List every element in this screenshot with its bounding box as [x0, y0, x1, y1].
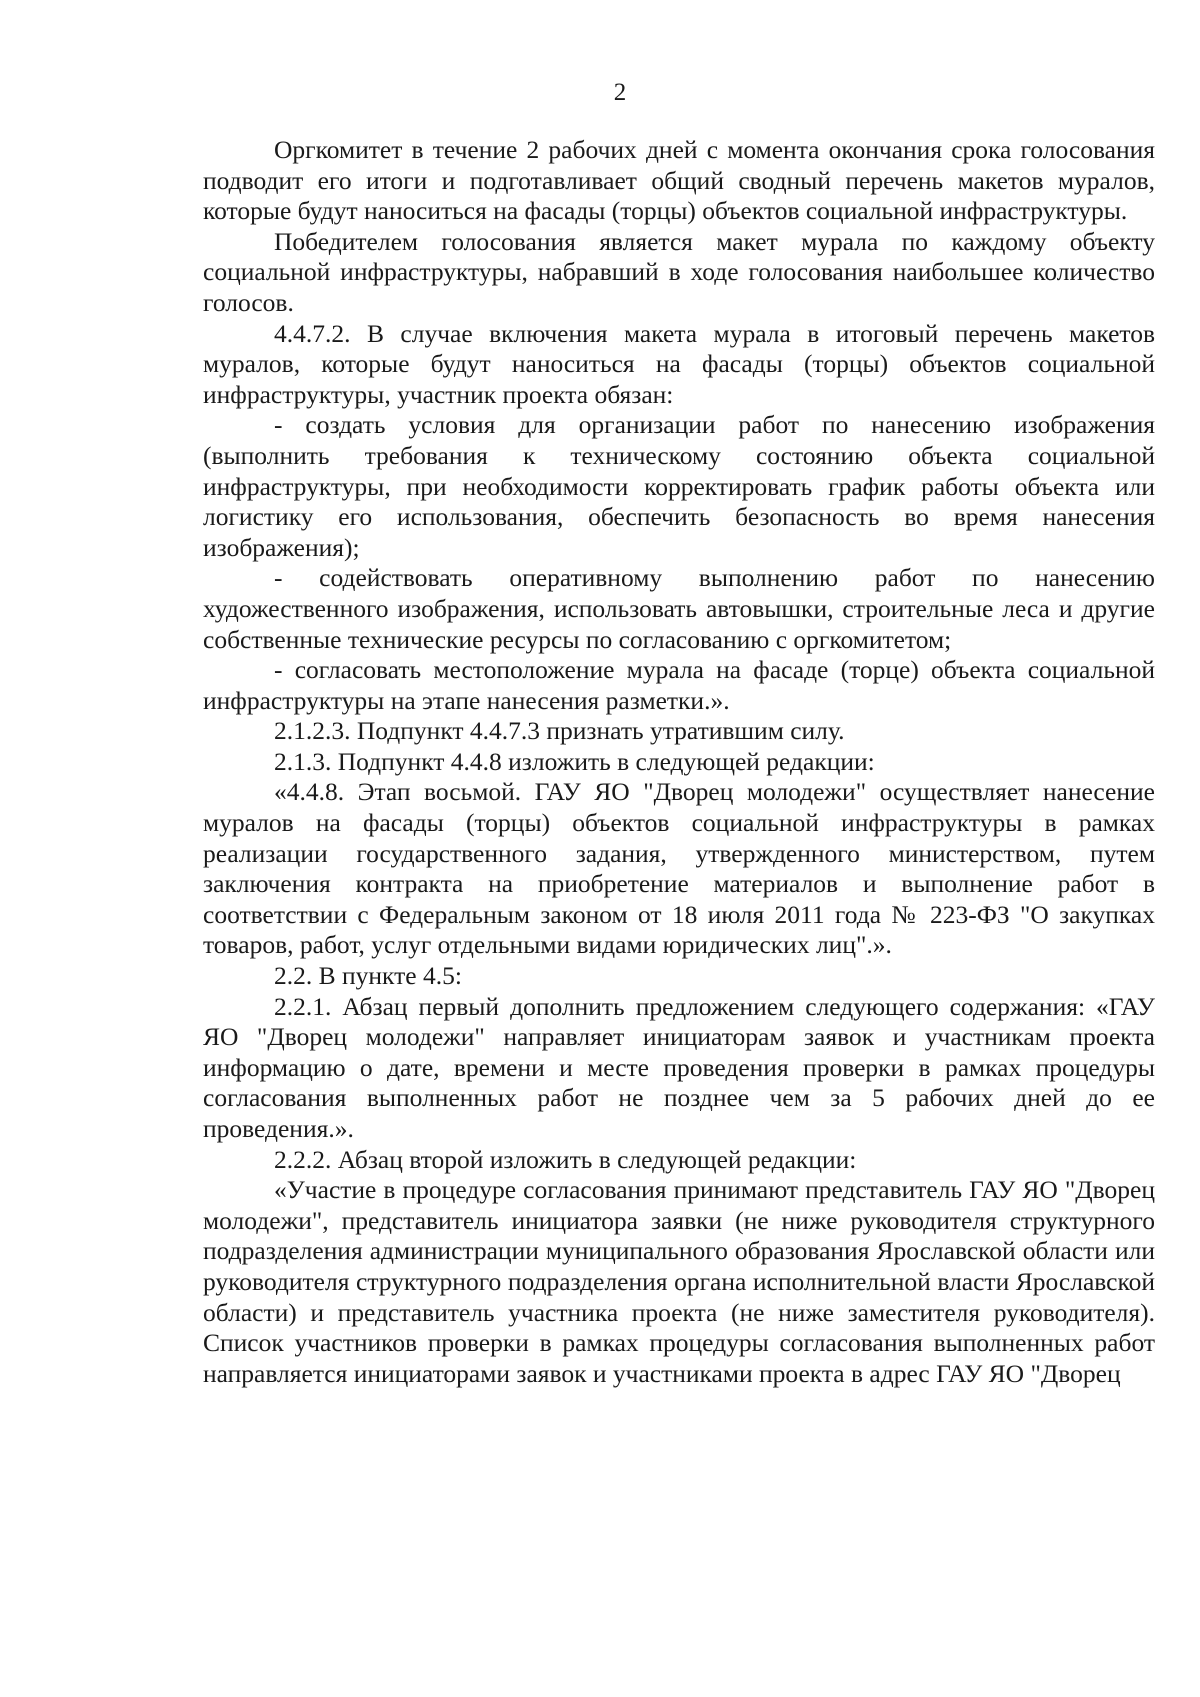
paragraph-2-1-2-3: 2.1.2.3. Подпункт 4.4.7.3 признать утратившим силу. — [274, 716, 845, 746]
paragraph-4-4-8-stage-eight: «4.4.8. Этап восьмой. ГАУ ЯО "Дворец молодежи" осуществляет нанесение муралов на фасады (торцы) объектов социальной инфраструктуры в рамках реализации государственного задания, утвержденного министерством, путем заключения контракта на приобретение материалов и выполнение работ в соответствии с Федеральным законом от 18 июля 2011 года № 223-ФЗ "О закупках товаров, работ, услуг отдельными видами юридических лиц".». — [203, 777, 1155, 960]
paragraph-2-2-2: 2.2.2. Абзац второй изложить в следующей редакции: — [274, 1144, 857, 1174]
paragraph-voting-winner: Победителем голосования является макет мурала по каждому объекту социальной инфраструктуры, набравший в ходе голосования наибольшее количество голосов. — [203, 226, 1155, 317]
paragraph-2-1-3: 2.1.3. Подпункт 4.4.8 изложить в следующей редакции: — [274, 746, 875, 776]
paragraph-4-4-7-2: 4.4.7.2. В случае включения макета мурала в итоговый перечень макетов муралов, которые будут наноситься на фасады (торцы) объектов социальной инфраструктуры, участник проекта обязан: — [203, 318, 1155, 409]
paragraph-obligation-agree-location: - согласовать местоположение мурала на фасаде (торце) объекта социальной инфраструктуры на этапе нанесения разметки.». — [203, 655, 1155, 715]
paragraph-2-2-1: 2.2.1. Абзац первый дополнить предложением следующего содержания: «ГАУ ЯО "Дворец молодежи" направляет инициаторам заявок и участникам проекта информацию о дате, времени и месте проведения проверки в рамках процедуры согласования выполненных работ не позднее чем за 5 рабочих дней до ее проведения.». — [203, 991, 1155, 1143]
paragraph-orgcommittee-voting-results: Оргкомитет в течение 2 рабочих дней с момента окончания срока голосования подводит его итоги и подготавливает общий сводный перечень макетов муралов, которые будут наноситься на фасады (торцы) объектов социальной инфраструктуры. — [203, 135, 1155, 226]
paragraph-obligation-assist-works: - содействовать оперативному выполнению работ по нанесению художественного изображения, использовать автовышки, строительные леса и другие собственные технические ресурсы по согласованию с оргкомитетом; — [203, 563, 1155, 654]
document-body — [203, 135, 1155, 1389]
paragraph-2-2: 2.2. В пункте 4.5: — [274, 961, 462, 991]
paragraph-approval-participants: «Участие в процедуре согласования принимают представитель ГАУ ЯО "Дворец молодежи", представитель инициатора заявки (не ниже руководителя структурного подразделения администрации муниципального образования Ярославской области или руководителя структурного подразделения органа исполнительной власти Ярославской области) и представитель участника проекта (не ниже заместителя руководителя). Список участников проверки в рамках процедуры согласования выполненных работ направляется инициаторами заявок и участниками проекта в адрес ГАУ ЯО "Дворец — [203, 1175, 1155, 1388]
page-number: 2 — [613, 79, 627, 106]
paragraph-obligation-create-conditions: - создать условия для организации работ по нанесению изображения (выполнить требования к техническому состоянию объекта социальной инфраструктуры, при необходимости корректировать график работы объекта или логистику его использования, обеспечить безопасность во время нанесения изображения); — [203, 410, 1155, 562]
